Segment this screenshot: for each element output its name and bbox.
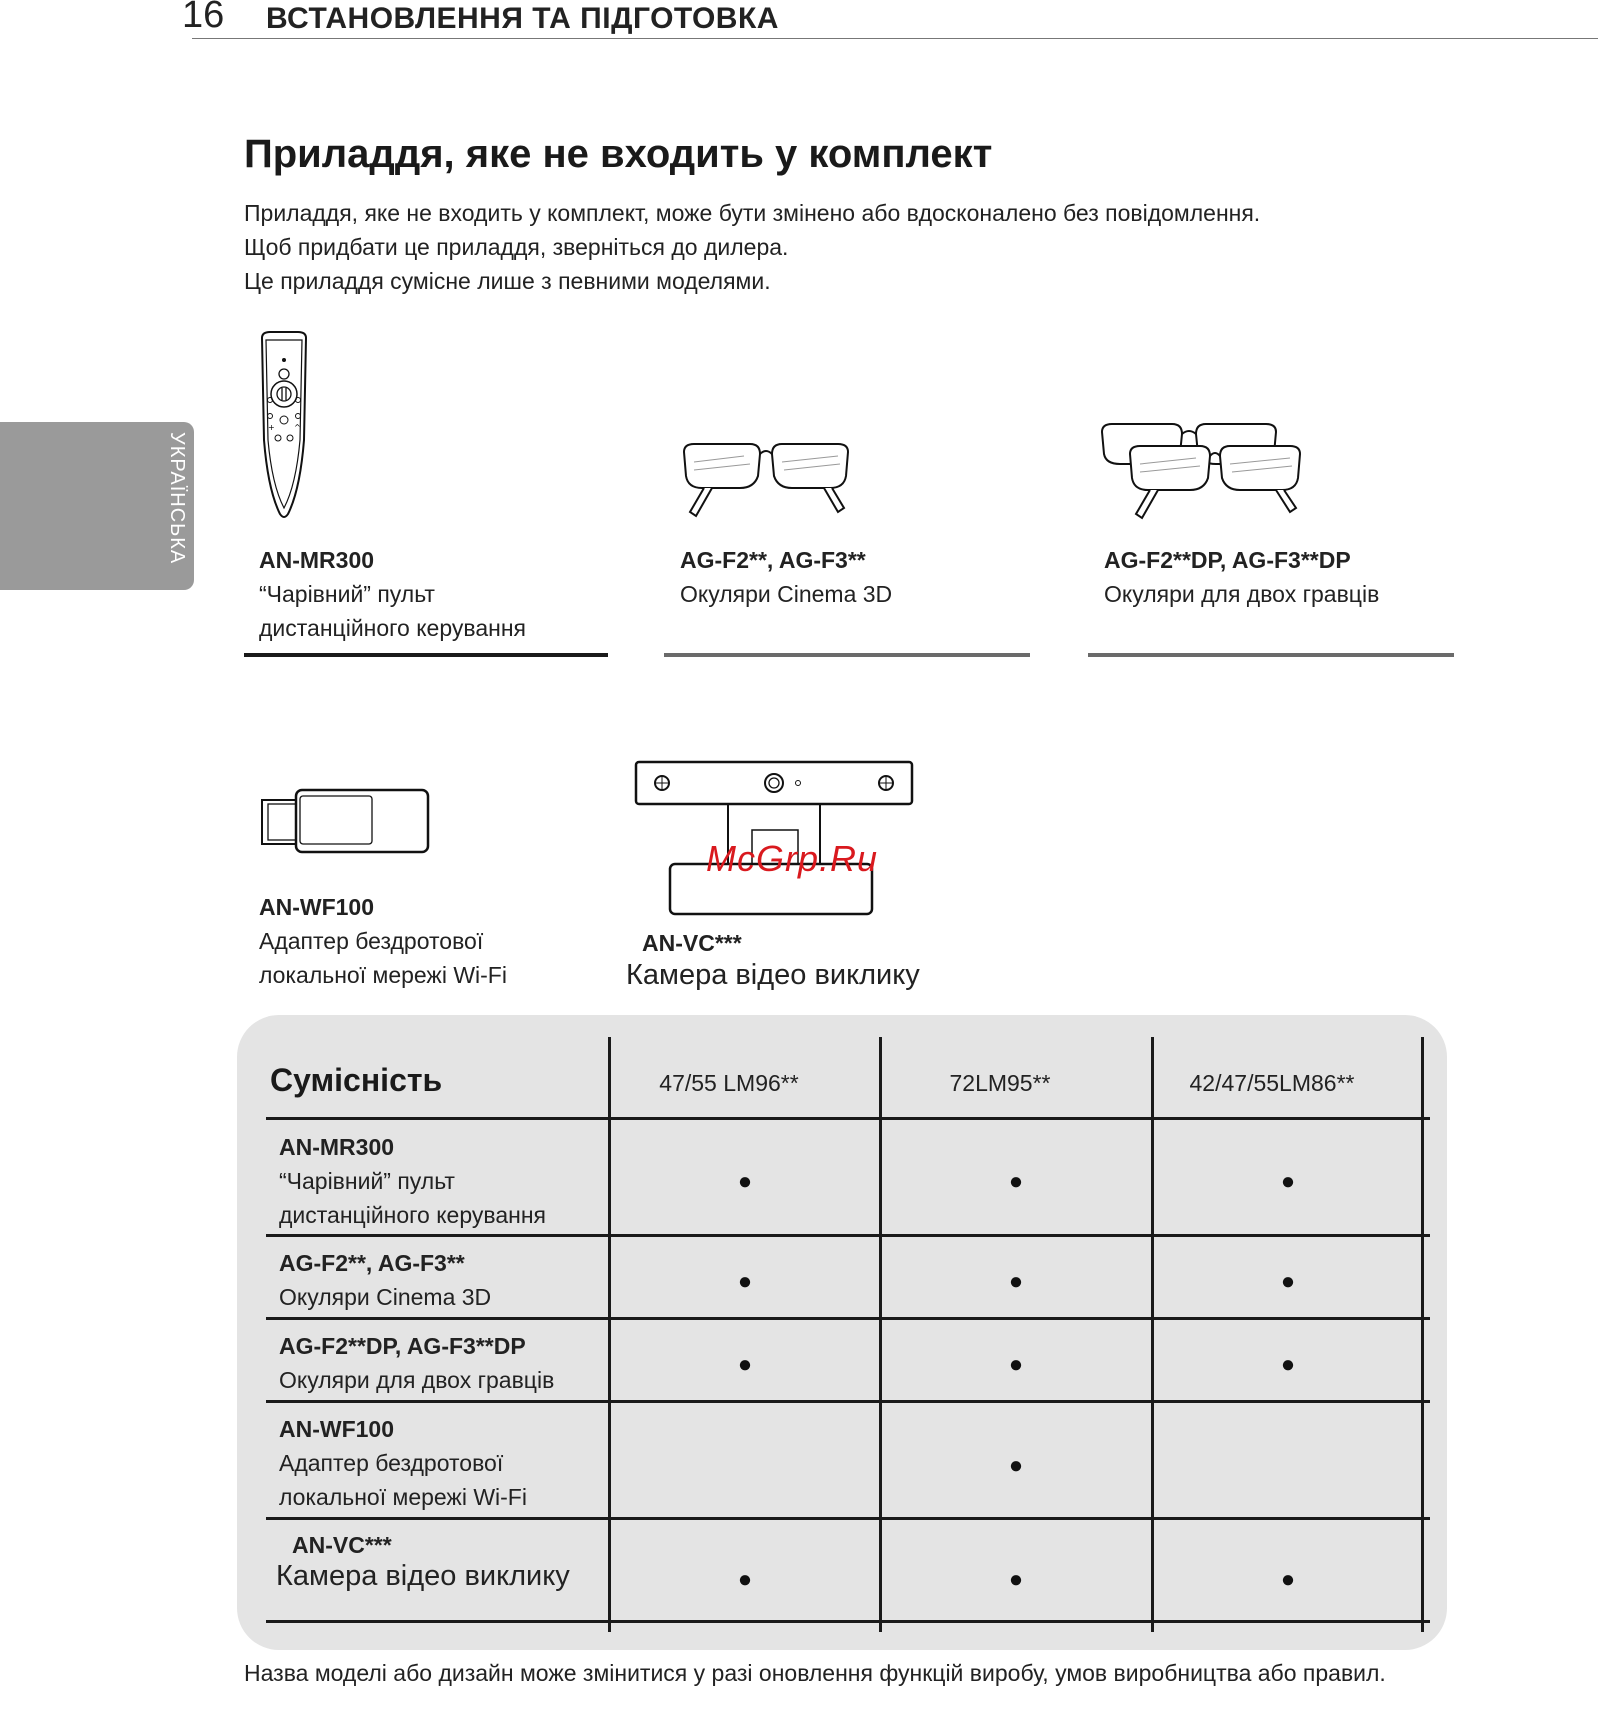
column-divider [1151,1037,1154,1632]
row-desc: Окуляри Cinema 3D [279,1284,492,1310]
compat-mark: ● [1008,1566,1024,1593]
3d-glasses-icon [680,440,852,520]
section-title: ВСТАНОВЛЕННЯ ТА ПІДГОТОВКА [266,2,779,35]
row-divider [266,1517,1430,1520]
compat-mark: ● [1280,1168,1296,1195]
accessory-desc: “Чарівний” пульт [259,581,435,607]
column-header: 72LM95** [949,1070,1051,1096]
row-desc: Камера відео виклику [276,1560,570,1592]
accessory-desc: Адаптер бездротової [259,928,484,954]
compat-mark: ● [737,1566,753,1593]
accessory-model: AN-MR300 [259,547,375,573]
accessory-model: AG-F2**, AG-F3** [680,547,866,573]
compat-mark: ● [1008,1268,1024,1295]
accessory-caption [259,543,526,645]
accessory-caption [680,543,892,611]
table-row-label [279,1329,554,1397]
language-side-tab-label: УКРАЇНСЬКА [166,432,188,565]
row-divider [266,1400,1430,1403]
accessory-model: AN-WF100 [259,894,375,920]
accessory-underline [244,653,608,657]
column-header: 47/55 LM96** [659,1070,799,1096]
row-desc: локальної мережі Wi-Fi [279,1484,527,1510]
table-row-label [279,1412,527,1514]
row-desc: Адаптер бездротової [279,1450,504,1476]
accessory-desc: Камера відео виклику [626,959,920,991]
row-model: AG-F2**, AG-F3** [279,1250,465,1276]
row-desc: Окуляри для двох гравців [279,1367,555,1393]
column-header: 42/47/55LM86** [1189,1070,1355,1096]
page-number: 16 [182,0,225,36]
intro-line: Щоб придбати це приладдя, зверніться до дилера. [244,234,789,260]
compat-mark: ● [737,1268,753,1295]
compat-mark: ● [1280,1566,1296,1593]
watermark: McGrp.Ru [706,838,879,879]
table-row-label [279,1130,546,1232]
header-divider [192,38,1598,39]
compat-mark: ● [1008,1452,1024,1479]
dual-play-glasses-icon [1098,420,1308,520]
accessory-caption [259,890,507,992]
intro-line: Це приладдя сумісне лише з певними моделями. [244,268,771,294]
row-divider [266,1117,1430,1120]
column-divider [1421,1037,1424,1632]
intro-line: Приладдя, яке не входить у комплект, може бути змінено або вдосконалено без повідомлення. [244,200,1261,226]
column-divider [879,1037,882,1632]
compat-mark: ● [1008,1168,1024,1195]
row-divider [266,1620,1430,1623]
row-model: AN-MR300 [279,1134,395,1160]
row-desc: “Чарівний” пульт [279,1168,455,1194]
compat-mark: ● [1008,1351,1024,1378]
table-row-label [279,1246,491,1314]
svg-text:+: + [268,423,275,432]
svg-text:^: ^ [294,423,301,432]
accessory-model: AN-VC*** [642,930,742,956]
accessory-desc: дистанційного керування [259,615,526,641]
magic-remote-icon [256,330,312,520]
compat-mark: ● [737,1168,753,1195]
accessory-desc: Окуляри для двох гравців [1104,581,1380,607]
accessory-desc: локальної мережі Wi-Fi [259,962,507,988]
footer-note: Назва моделі або дизайн може змінитися у разі оновлення функцій виробу, умов виробництва або правил. [244,1660,1386,1686]
accessory-model: AG-F2**DP, AG-F3**DP [1104,547,1351,573]
page-title: Приладдя, яке не входить у комплект [244,132,993,176]
compat-mark: ● [1280,1268,1296,1295]
intro-text [244,196,1260,298]
accessory-underline [1088,653,1454,657]
accessory-desc: Окуляри Cinema 3D [680,581,893,607]
compat-mark: ● [737,1351,753,1378]
compatibility-title: Сумісність [270,1062,443,1098]
row-desc: дистанційного керування [279,1202,546,1228]
compat-mark: ● [1280,1351,1296,1378]
row-divider [266,1234,1430,1237]
column-divider [608,1037,611,1632]
row-model: AN-VC*** [292,1532,392,1558]
row-model: AG-F2**DP, AG-F3**DP [279,1333,526,1359]
accessory-underline [664,653,1030,657]
wifi-dongle-icon [260,786,432,860]
row-divider [266,1317,1430,1320]
row-model: AN-WF100 [279,1416,395,1442]
accessory-caption [1104,543,1379,611]
